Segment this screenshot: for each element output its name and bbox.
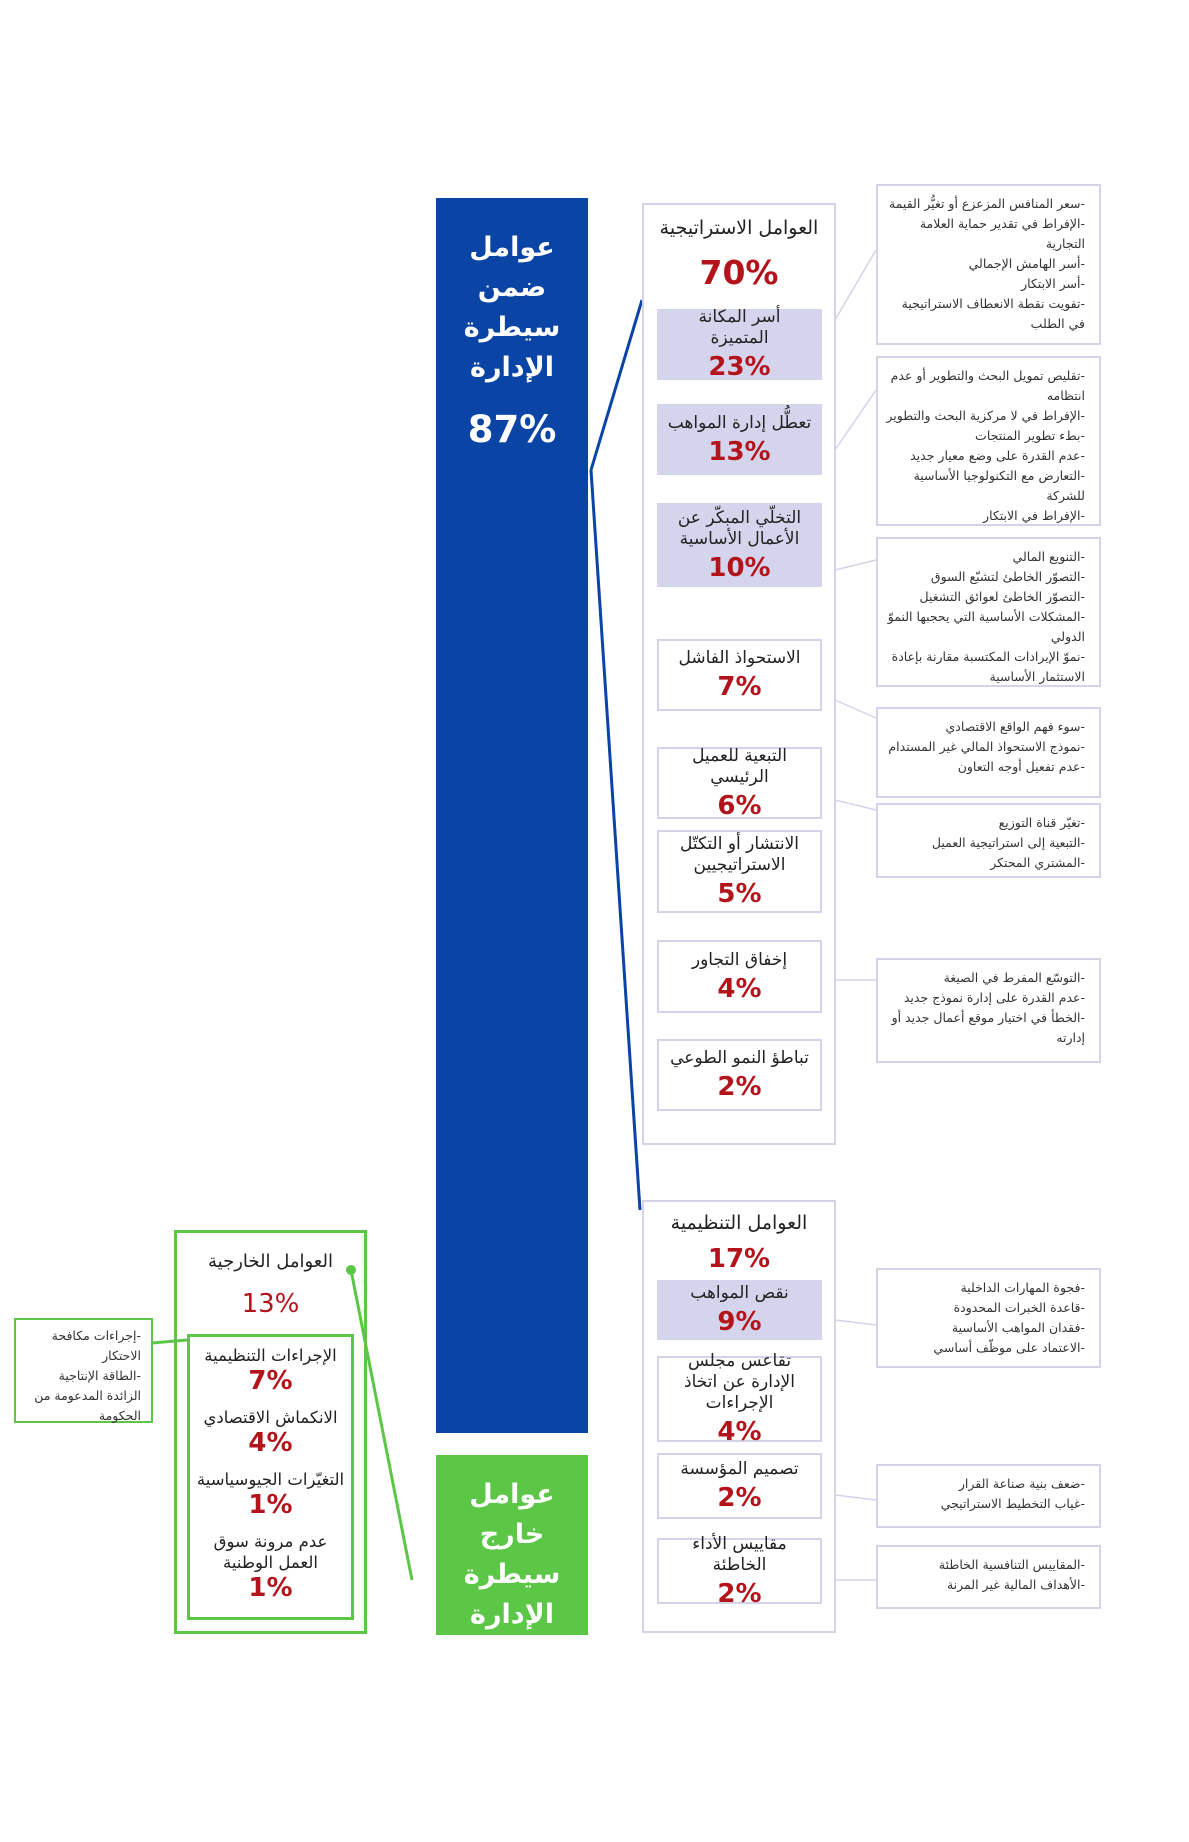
within-control-pct: 87% [467, 408, 557, 451]
item-pct: 2% [717, 1483, 762, 1513]
note-line: -المقاييس التنافسية الخاطئة [938, 1557, 1085, 1572]
note-failed-acquisition [876, 707, 1101, 798]
item-pct: 7% [717, 672, 762, 702]
item-pct: 4% [717, 1417, 762, 1447]
note-adjacency-failure [876, 958, 1101, 1063]
note-line: -بطء تطوير المنتجات [975, 428, 1085, 443]
organizational-item [657, 1453, 822, 1519]
note-line: -تقليص تمويل البحث والتطوير أو عدم انتظامه [890, 368, 1085, 403]
note-line: -أسر الهامش الإجمالي [968, 256, 1085, 271]
item-label: الانكماش الاقتصادي [203, 1408, 338, 1427]
note-line: -الخطأ في اختيار موقع أعمال جديد أو إدارته [891, 1010, 1085, 1045]
item-label: تصميم المؤسسة [680, 1459, 799, 1479]
item-pct: 2% [717, 1072, 762, 1102]
external-note [14, 1318, 153, 1423]
note-org-design [876, 1464, 1101, 1528]
note-line: -نموذج الاستحواذ المالي غير المستدام [888, 739, 1085, 754]
item-pct: 6% [717, 790, 762, 821]
item-label: عدم مرونة سوق العمل الوطنية [213, 1532, 328, 1572]
item-label: أسر المكانة المتميزة [698, 307, 781, 348]
outside-control-pct: 13% [467, 1647, 557, 1690]
note-line: -التعارض مع التكنولوجيا الأساسية للشركة [913, 468, 1085, 503]
item-pct: 2% [717, 1578, 762, 1609]
note-talent-shortage [876, 1268, 1101, 1368]
note-line: -إجراءات مكافحة الاحتكار [51, 1328, 141, 1363]
item-pct: 4% [248, 1428, 293, 1458]
strategic-item [657, 830, 822, 913]
strategic-item [657, 940, 822, 1013]
strategic-item [657, 404, 822, 475]
note-line: -التبعية إلى استراتيجية العميل [931, 835, 1085, 850]
note-line: -التصوّر الخاطئ لعوائق التشغيل [919, 589, 1085, 604]
outside-control-bar [436, 1455, 588, 1690]
strategic-item [657, 503, 822, 587]
note-line: -الإفراط في لا مركزية البحث والتطوير [886, 408, 1085, 423]
external-title: العوامل الخارجية [208, 1251, 333, 1272]
item-label: التبعية للعميل الرئيسي [692, 745, 787, 787]
item-pct: 7% [248, 1366, 293, 1396]
note-line: -غياب التخطيط الاستراتيجي [940, 1496, 1085, 1511]
note-core-abandonment [876, 537, 1101, 687]
strategic-item [657, 639, 822, 711]
item-pct: 5% [717, 879, 762, 909]
outside-control-label: عوامل خارج سيطرة الإدارة [463, 1479, 561, 1630]
note-line: -التوسّع المفرط في الصيغة [943, 970, 1085, 985]
note-talent-management [876, 356, 1101, 526]
item-label: التخلّي المبكّر عن الأعمال الأساسية [677, 507, 802, 549]
note-line: -الطاقة الإنتاجية الزائدة المدعومة من الحكومة [34, 1368, 141, 1423]
item-label: الإجراءات التنظيمية [204, 1346, 337, 1365]
item-pct: 4% [717, 973, 762, 1004]
item-pct: 13% [708, 436, 771, 467]
item-label: تقاعس مجلس الإدارة عن اتخاذ الإجراءات [684, 1351, 795, 1413]
item-pct: 23% [708, 352, 771, 382]
note-line: -الإفراط في الابتكار [983, 508, 1085, 523]
strategic-pct: 70% [699, 253, 779, 292]
item-label: الانتشار أو التكتّل الاستراتيجيين [680, 834, 799, 875]
external-item [190, 1345, 351, 1407]
organizational-item [657, 1533, 822, 1609]
item-label: تعطُّل إدارة المواهب [667, 412, 812, 433]
note-line: -فجوة المهارات الداخلية [960, 1280, 1085, 1295]
strategic-title: العوامل الاستراتيجية [659, 217, 819, 239]
organizational-pct: 17% [707, 1244, 771, 1274]
item-label: إخفاق التجاور [691, 949, 788, 970]
note-line: -قاعدة الخبرات المحدودة [953, 1300, 1085, 1315]
note-line: -تغيّر قناة التوزيع [998, 815, 1085, 830]
external-items-box [187, 1334, 354, 1620]
within-control-label: عوامل ضمن سيطرة الإدارة [463, 232, 561, 383]
strategic-item [657, 747, 822, 819]
note-line: -أسر الابتكار [1021, 276, 1085, 291]
note-line: -تفويت نقطة الانعطاف الاستراتيجية في الطلب [901, 296, 1085, 331]
item-label: التغيّرات الجيوسياسية [196, 1470, 345, 1489]
note-line: -الإفراط في تقدير حماية العلامة التجارية [919, 216, 1085, 251]
item-label: تباطؤ النمو الطوعي [670, 1048, 809, 1068]
item-label: نقص المواهب [690, 1283, 789, 1303]
external-item [190, 1469, 351, 1531]
item-pct: 10% [708, 552, 771, 583]
note-line: -التصوّر الخاطئ لتشبّع السوق [930, 569, 1085, 584]
note-line: -سوء فهم الواقع الاقتصادي [945, 719, 1085, 734]
organizational-item [657, 1351, 822, 1447]
note-line: -ضعف بنية صناعة القرار [958, 1476, 1085, 1491]
external-item [190, 1531, 351, 1611]
note-premium-position [876, 184, 1101, 345]
item-label: الاستحواذ الفاشل [678, 648, 801, 668]
note-line: -المشتري المحتكر [990, 855, 1085, 870]
note-line: -عدم تفعيل أوجه التعاون [957, 759, 1085, 774]
note-key-customer [876, 803, 1101, 878]
within-control-bar [436, 198, 588, 1433]
note-line: -عدم القدرة على إدارة نموذج جديد [903, 990, 1085, 1005]
organizational-title: العوامل التنظيمية [670, 1212, 808, 1234]
item-pct: 9% [717, 1307, 762, 1337]
note-line: -المشكلات الأساسية التي يحجبها النموّ الدولي [887, 609, 1085, 644]
note-line: -الاعتماد على موظّف أساسي [933, 1340, 1085, 1355]
note-performance-metrics [876, 1545, 1101, 1609]
item-pct: 1% [248, 1490, 293, 1520]
note-line: -سعر المنافس المزعزع أو تغيُّر القيمة [889, 196, 1085, 211]
item-pct: 1% [248, 1573, 293, 1603]
external-pct: 13% [241, 1289, 300, 1319]
strategic-item [657, 1039, 822, 1111]
note-line: -التنويع المالي [1012, 549, 1085, 564]
item-label: مقاييس الأداء الخاطئة [692, 1533, 787, 1575]
external-item [190, 1407, 351, 1469]
organizational-item [657, 1280, 822, 1340]
note-line: -فقدان المواهب الأساسية [951, 1320, 1085, 1335]
note-line: -عدم القدرة على وضع معيار جديد [910, 448, 1085, 463]
strategic-item [657, 309, 822, 380]
note-line: -الأهداف المالية غير المرنة [946, 1577, 1085, 1592]
note-line: -نموّ الإيرادات المكتسبة مقارنة بإعادة الاستثمار الأساسية [891, 649, 1085, 684]
